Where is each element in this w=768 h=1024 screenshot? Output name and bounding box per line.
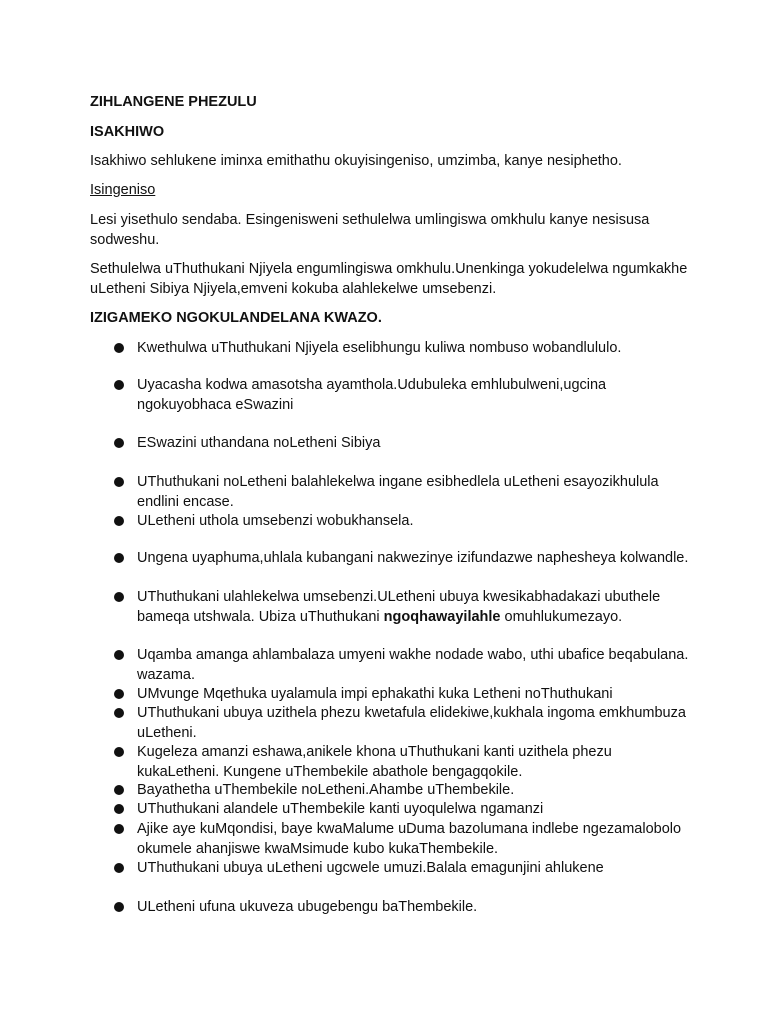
bullet-icon: [114, 708, 124, 718]
event-item: Bayathetha uThembekile noLetheni.Ahambe uThembekile.: [137, 780, 697, 800]
event-item: Ajike aye kuMqondisi, baye kwaMalume uDuma bazolumana indlebe ngezamalobolo okumele ahanjiswe kwaMsimude kubo kukaThembekile.: [137, 819, 697, 859]
events-heading: IZIGAMEKO NGOKULANDELANA KWAZO.: [90, 310, 382, 326]
bullet-icon: [114, 689, 124, 699]
bullet-icon: [114, 592, 124, 602]
intro-paragraph: Isakhiwo sehlukene iminxa emithathu okuyisingeniso, umzimba, kanye nesiphetho.: [90, 153, 622, 169]
event-item: Uyacasha kodwa amasotsha ayamthola.Udubuleka emhlubulweni,ugcina ngokuyobhaca eSwazini: [137, 375, 697, 415]
bullet-icon: [114, 343, 124, 353]
subheading-isingeniso: Isingeniso: [90, 182, 156, 198]
event-item: UMvunge Mqethuka uyalamula impi ephakathi kuka Letheni noThuthukani: [137, 684, 697, 704]
bullet-icon: [114, 516, 124, 526]
event-item: Ungena uyaphuma,uhlala kubangani nakwezinye izifundazwe naphesheya kolwandle.: [137, 548, 697, 568]
event-item: Kugeleza amanzi eshawa,anikele khona uThuthukani kanti uzithela phezu kukaLetheni. Kungene uThembekile abathole bengagqokile.: [137, 742, 697, 782]
bullet-icon: [114, 863, 124, 873]
bullet-icon: [114, 824, 124, 834]
event-item: UThuthukani ubuya uzithela phezu kwetafula elidekiwe,kukhala ingoma emkhumbuza uLetheni.: [137, 703, 697, 743]
event-item: UThuthukani ulahlekelwa umsebenzi.ULetheni ubuya kwesikabhadakazi ubuthele bameqa utshwala. Ubiza uThuthukani ngoqhawayilahle omuhlukumezayo.: [137, 587, 697, 627]
event-item: UThuthukani alandele uThembekile kanti uyoqulelwa ngamanzi: [137, 799, 697, 819]
bullet-icon: [114, 650, 124, 660]
bold-epithet: ngoqhawayilahle: [383, 609, 501, 625]
bullet-icon: [114, 902, 124, 912]
bullet-icon: [114, 438, 124, 448]
event-item: ULetheni ufuna ukuveza ubugebengu baThembekile.: [137, 897, 697, 917]
bullet-icon: [114, 747, 124, 757]
event-item: UThuthukani noLetheni balahlekelwa ingane esibhedlela uLetheni esayozikhulula endlini encase.: [137, 472, 697, 512]
section-title: ISAKHIWO: [90, 124, 165, 140]
event-item: UThuthukani ubuya uLetheni ugcwele umuzi.Balala emagunjini ahlukene: [137, 858, 697, 878]
bullet-icon: [114, 553, 124, 563]
bullet-icon: [114, 380, 124, 390]
bullet-icon: [114, 785, 124, 795]
paragraph-1: Lesi yisethulo sendaba. Esingenisweni sethulelwa umlingiswa omkhulu kanye nesisusa sodweshu.: [90, 212, 650, 248]
bullet-icon: [114, 477, 124, 487]
bullet-icon: [114, 804, 124, 814]
event-item: ESwazini uthandana noLetheni Sibiya: [137, 433, 697, 453]
paragraph-2: Sethulelwa uThuthukani Njiyela engumlingiswa omkhulu.Unenkinga yokudelelwa ngumkakhe uLetheni Sibiya Njiyela,emveni kokuba alahlekelwe umsebenzi.: [90, 261, 688, 297]
event-item: ULetheni uthola umsebenzi wobukhansela.: [137, 511, 697, 531]
event-item: Kwethulwa uThuthukani Njiyela eselibhungu kuliwa nombuso wobandlululo.: [137, 338, 697, 358]
document-heading: ZIHLANGENE PHEZULU: [90, 94, 257, 110]
event-item: Uqamba amanga ahlambalaza umyeni wakhe nodade wabo, uthi ubafice beqabulana. wazama.: [137, 645, 697, 685]
